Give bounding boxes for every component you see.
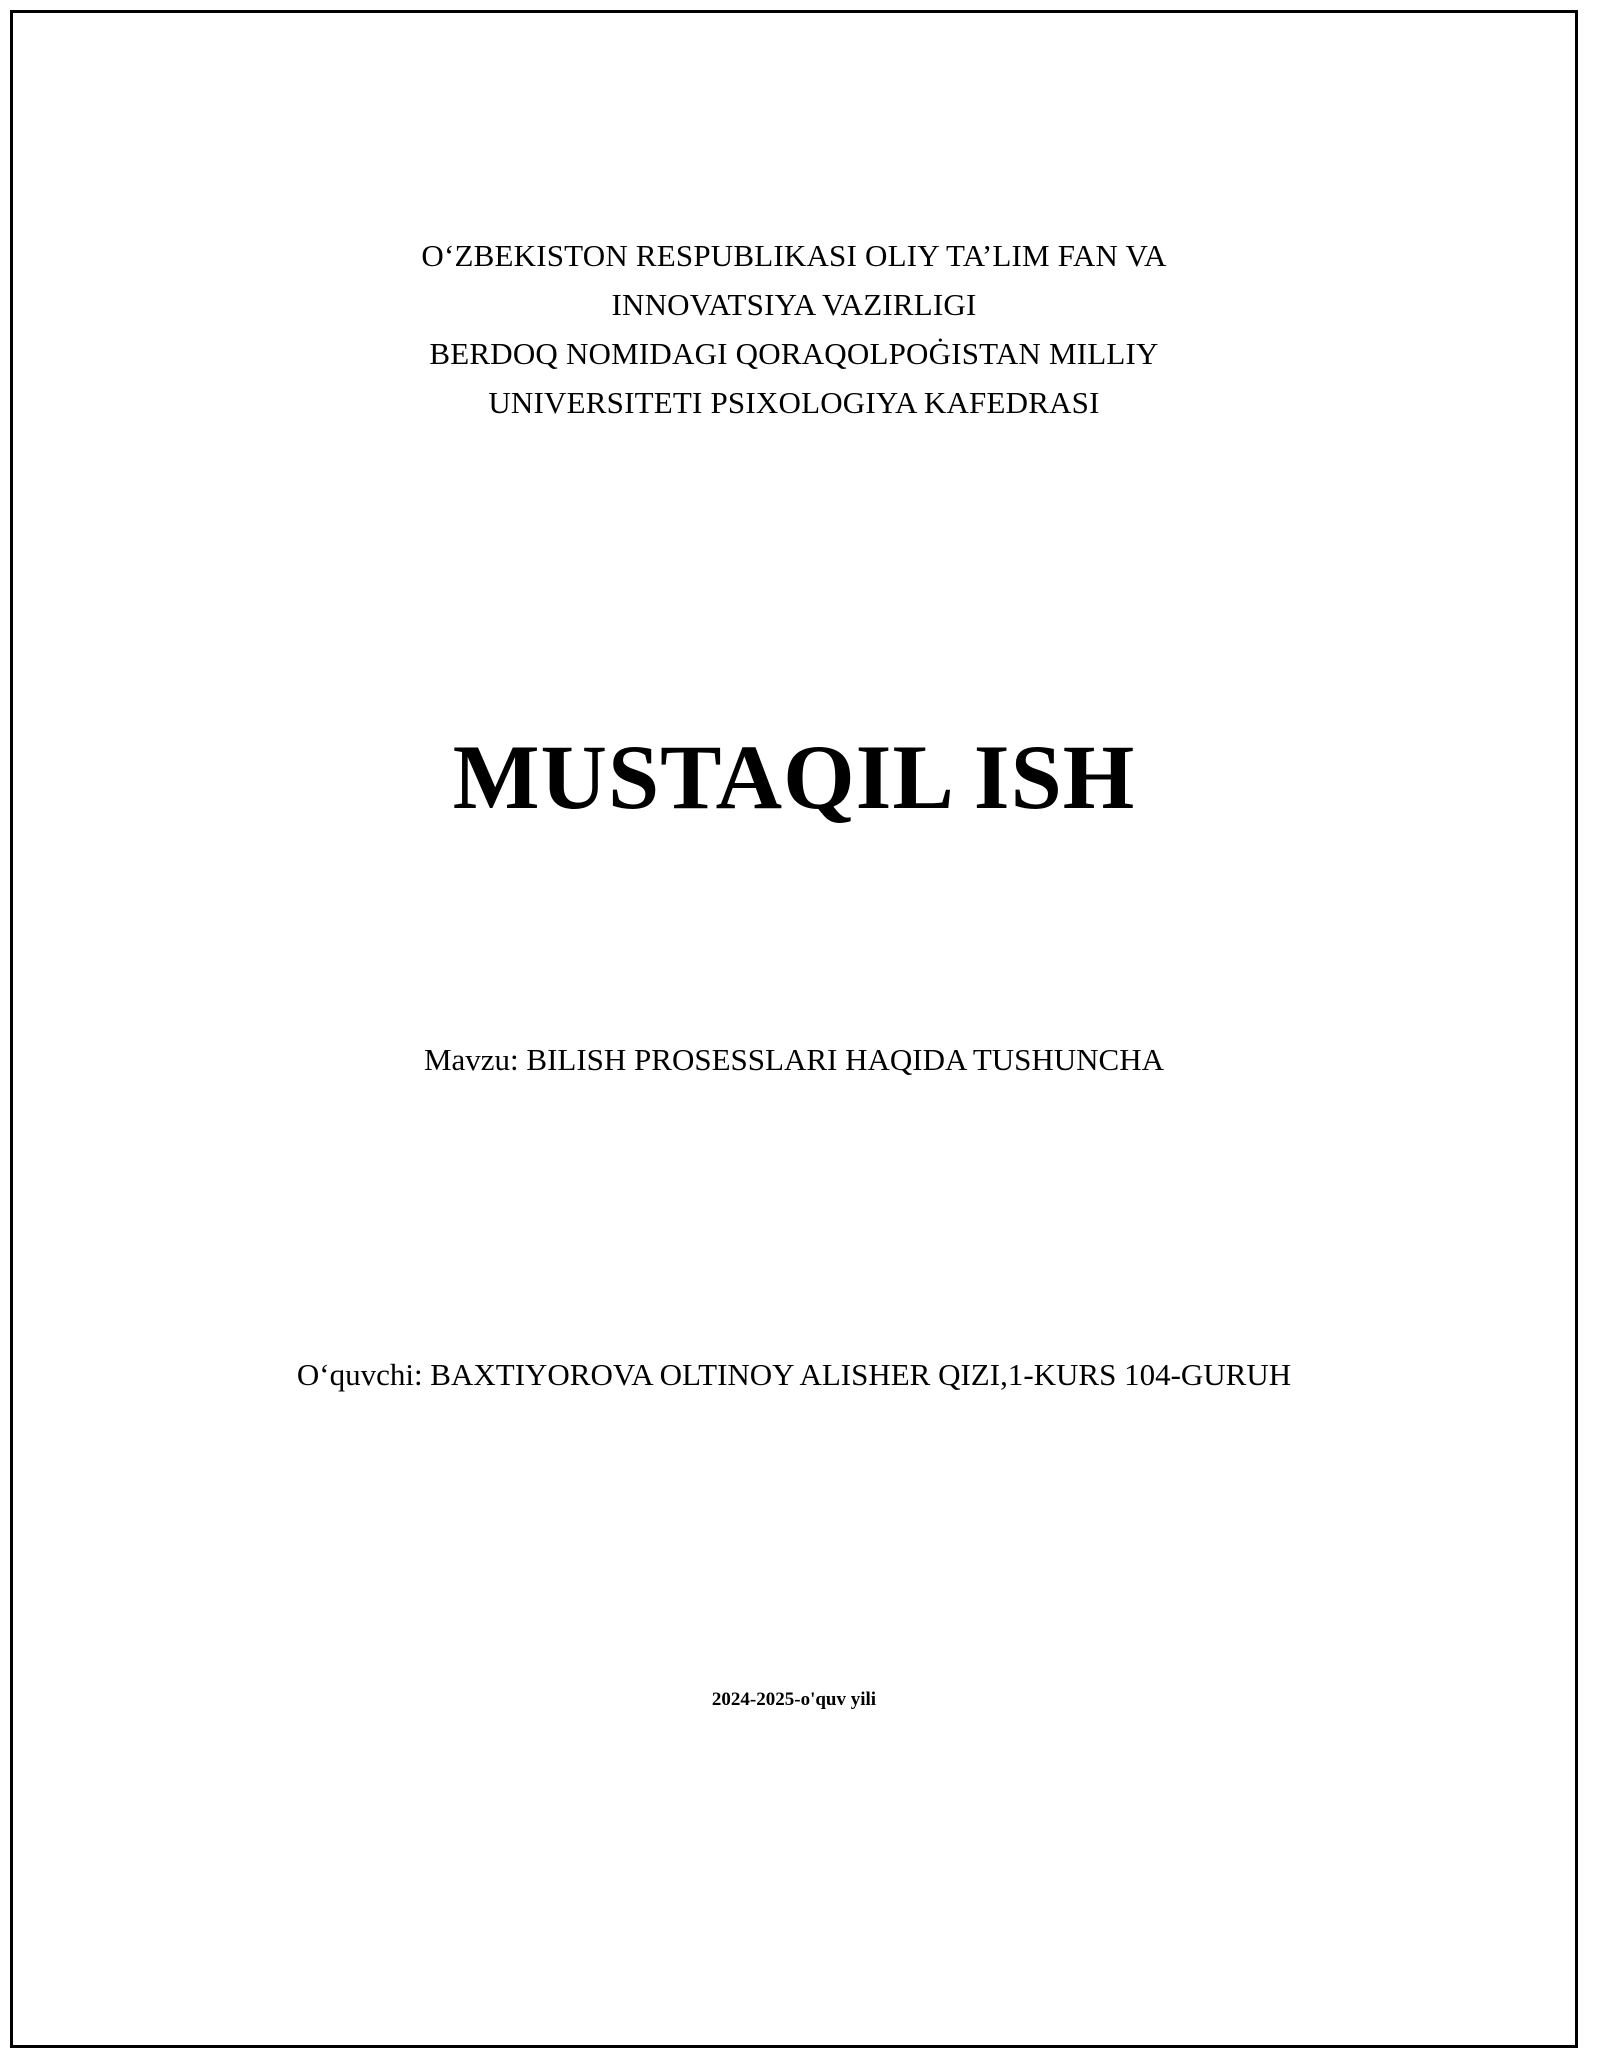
document-page — [10, 10, 1578, 2048]
header-line-2: INNOVATSIYA VAZIRLIGI — [611, 287, 977, 322]
institution-header — [133, 231, 1455, 427]
document-subject: Mavzu: BILISH PROSESSLARI HAQIDA TUSHUNCHA — [423, 1042, 1165, 1078]
page-content — [13, 13, 1575, 2045]
academic-year: 2024-2025-o'quv yili — [711, 1689, 877, 1711]
document-title: MUSTAQIL ISH — [452, 726, 1136, 828]
header-line-3: BERDOQ NOMIDAGI QORAQOLPOĠISTAN MILLIY — [429, 336, 1159, 371]
header-line-4: UNIVERSITETI PSIXOLOGIYA KAFEDRASI — [488, 385, 1100, 420]
header-line-1: O‘ZBEKISTON RESPUBLIKASI OLIY TA’LIM FAN VA — [421, 238, 1167, 273]
document-author: O‘quvchi: BAXTIYOROVA OLTINOY ALISHER QIZI,1-KURS 104-GURUH — [296, 1357, 1292, 1393]
